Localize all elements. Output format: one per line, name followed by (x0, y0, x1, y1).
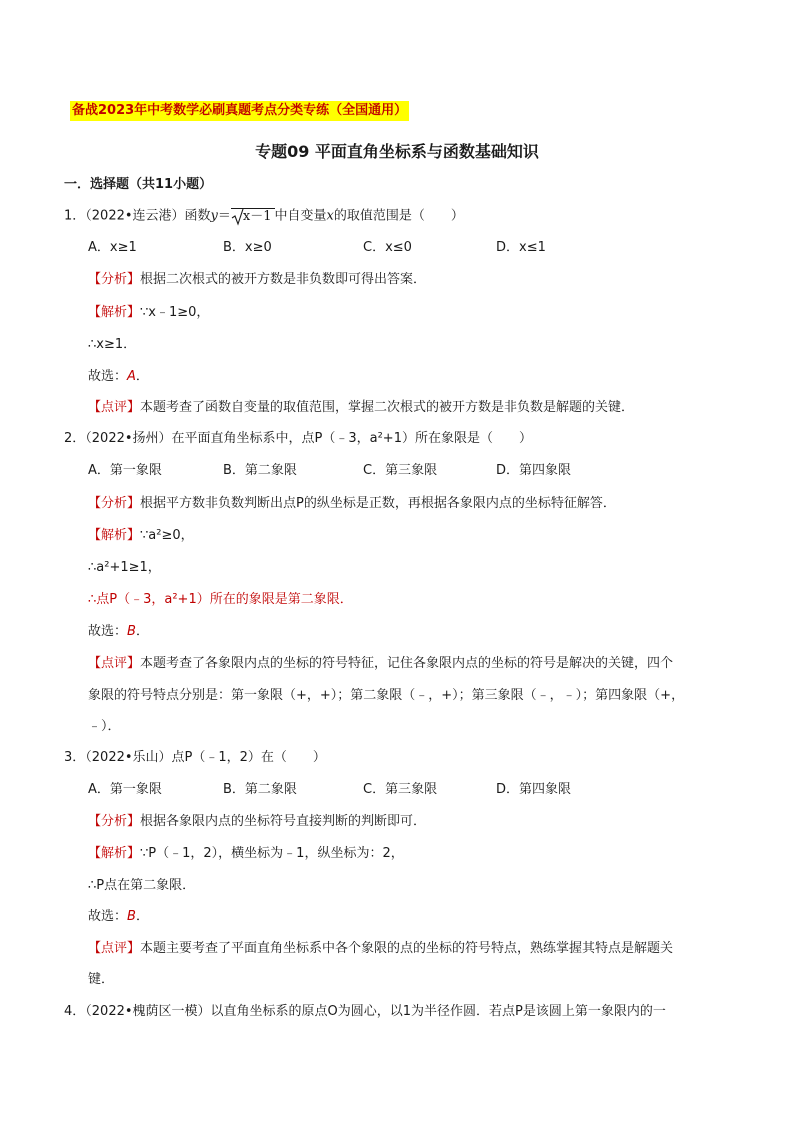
option-c[interactable]: C．第三象限 (363, 463, 438, 478)
var-y: y (210, 208, 218, 224)
option-a[interactable]: A．第一象限 (88, 782, 162, 797)
q3-answer: 故选：B． (88, 909, 149, 924)
option-b[interactable]: B．x≥0 (223, 240, 272, 255)
q1-comment: 【点评】本题考查了函数自变量的取值范围，掌握二次根式的被开方数是非负数是解题的关键． (88, 400, 635, 415)
option-d[interactable]: D．x≤1 (496, 240, 546, 255)
q2-analysis: 【分析】根据平方数非负数判断出点P的纵坐标是正数，再根据各象限内点的坐标特征解答． (88, 496, 616, 511)
q1-step: ∴x≥1． (88, 337, 137, 352)
option-b[interactable]: B．第二象限 (223, 463, 297, 478)
option-a[interactable]: A．第一象限 (88, 463, 162, 478)
question-3-stem: 3．（2022•乐山）点P（﹣1，2）在（ ） (64, 750, 326, 765)
q1-answer: 故选：A． (88, 369, 149, 384)
option-c[interactable]: C．x≤0 (363, 240, 412, 255)
q3-solution: 【解析】∵P（﹣1，2），横坐标为﹣1，纵坐标为：2， (88, 846, 404, 861)
question-4-stem: 4．（2022•槐荫区一模）以直角坐标系的原点O为圆心，以1为半径作圆．若点P是该圆上第一象限内的一 (64, 1004, 666, 1019)
option-c[interactable]: C．第三象限 (363, 782, 438, 797)
q3-comment: 【点评】本题主要考查了平面直角坐标系中各个象限的点的坐标的符号特点，熟练掌握其特点是解题关 (88, 941, 674, 956)
option-d[interactable]: D．第四象限 (496, 782, 572, 797)
section-heading: 一．选择题（共11小题） (64, 177, 213, 192)
q2-comment-line-3: ﹣）． (88, 719, 121, 734)
option-b[interactable]: B．第二象限 (223, 782, 297, 797)
q3-step: ∴P点在第二象限． (88, 878, 196, 893)
q1-analysis: 【分析】根据二次根式的被开方数是非负数即可得出答案． (88, 272, 427, 287)
q1-solution: 【解析】∵x﹣1≥0， (88, 305, 210, 320)
q2-comment: 【点评】本题考查了各象限内点的坐标的符号特征，记住各象限内点的坐标的符号是解决的关键，四个 (88, 656, 674, 671)
series-banner: 备战2023年中考数学必刷真题考点分类专练（全国通用） (70, 101, 409, 121)
sqrt-expression: x－1 (231, 206, 275, 226)
q3-comment-line-2: 键． (88, 972, 115, 987)
question-2-stem: 2．（2022•扬州）在平面直角坐标系中，点P（﹣3，a²+1）所在象限是（ ） (64, 431, 532, 446)
q2-answer: 故选：B． (88, 624, 149, 639)
option-d[interactable]: D．第四象限 (496, 463, 572, 478)
q2-step-1: ∴a²+1≥1， (88, 560, 161, 575)
q2-solution: 【解析】∵a²≥0， (88, 528, 194, 543)
q2-comment-line-2: 象限的符号特点分别是：第一象限（+，+）；第二象限（﹣，+）；第三象限（﹣，﹣）；第四象限（+， (88, 688, 685, 703)
q2-step-2: ∴点P（﹣3，a²+1）所在的象限是第二象限． (88, 592, 353, 607)
question-1-stem: 1．（2022•连云港）函数y＝ x－1 中自变量x的取值范围是（ ） (64, 206, 464, 227)
option-a[interactable]: A．x≥1 (88, 240, 137, 255)
page-title: 专题09 平面直角坐标系与函数基础知识 (255, 142, 539, 161)
q3-analysis: 【分析】根据各象限内点的坐标符号直接判断的判断即可． (88, 814, 427, 829)
